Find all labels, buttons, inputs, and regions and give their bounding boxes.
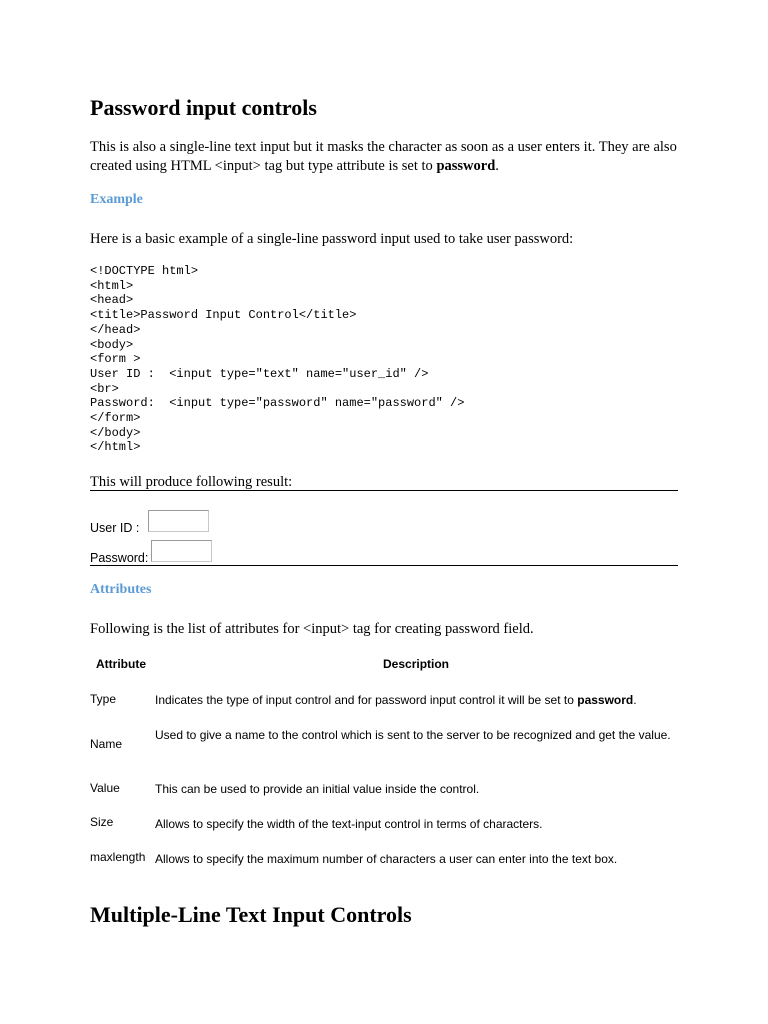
result-caption: This will produce following result: [90,474,293,490]
user-id-label: User ID : [90,521,140,535]
user-id-input[interactable] [148,510,209,532]
code-line: User ID : <input type="text" name="user_id" /> [90,366,429,381]
code-block [90,264,464,455]
attributes-heading: Attributes [90,582,152,597]
type-description-text: Indicates the type of input control and for password input control it will be set to [155,693,578,707]
table-cell-attribute: Type [90,692,117,706]
table-header-description: Description [383,657,450,671]
example-heading: Example [90,192,143,207]
code-line: <body> [90,337,134,352]
example-description: Here is a basic example of a single-line password input used to take user password: [90,231,574,247]
page-title: Password input controls [90,95,317,120]
table-cell-attribute: Value [90,781,120,795]
type-description-end: . [633,693,637,707]
code-line: </html> [90,440,141,455]
password-input[interactable] [151,540,212,562]
code-line: </form> [90,411,141,426]
table-cell-description: This can be used to provide an initial value inside the control. [155,782,480,796]
code-line: <br> [90,381,119,396]
code-line: </body> [90,425,141,440]
password-label: Password: [90,551,149,565]
result-top-rule [90,490,678,491]
intro-paragraph [90,138,690,176]
table-header-attribute: Attribute [96,657,146,671]
code-line: </head> [90,322,141,337]
code-line: <head> [90,293,134,308]
intro-text-end: . [495,158,499,174]
code-line: Password: <input type="password" name="password" /> [90,396,465,411]
code-line: <form > [90,352,141,367]
table-cell-description: Allows to specify the maximum number of characters a user can enter into the text box. [155,852,618,866]
table-cell-attribute: Size [90,815,114,829]
attributes-intro: Following is the list of attributes for <input> tag for creating password field. [90,621,534,637]
code-line: <title>Password Input Control</title> [90,308,357,323]
intro-bold-keyword: password [436,158,496,174]
table-cell-description: Allows to specify the width of the text-input control in terms of characters. [155,817,543,831]
next-section-heading: Multiple-Line Text Input Controls [90,902,412,927]
table-cell-attribute: Name [90,737,123,751]
intro-text: This is also a single-line text input but it masks the character as soon as a user enters it. They are also created using HTML <input> tag but type attribute is set to [90,139,677,174]
table-cell-description [155,690,679,710]
table-cell-attribute: maxlength [90,850,146,864]
code-line: <html> [90,278,134,293]
type-description-bold: password [577,693,634,707]
result-bottom-rule [90,565,678,566]
code-line: <!DOCTYPE html> [90,264,199,278]
table-cell-description: Used to give a name to the control which is sent to the server to be recognized and get the value. [155,728,671,742]
